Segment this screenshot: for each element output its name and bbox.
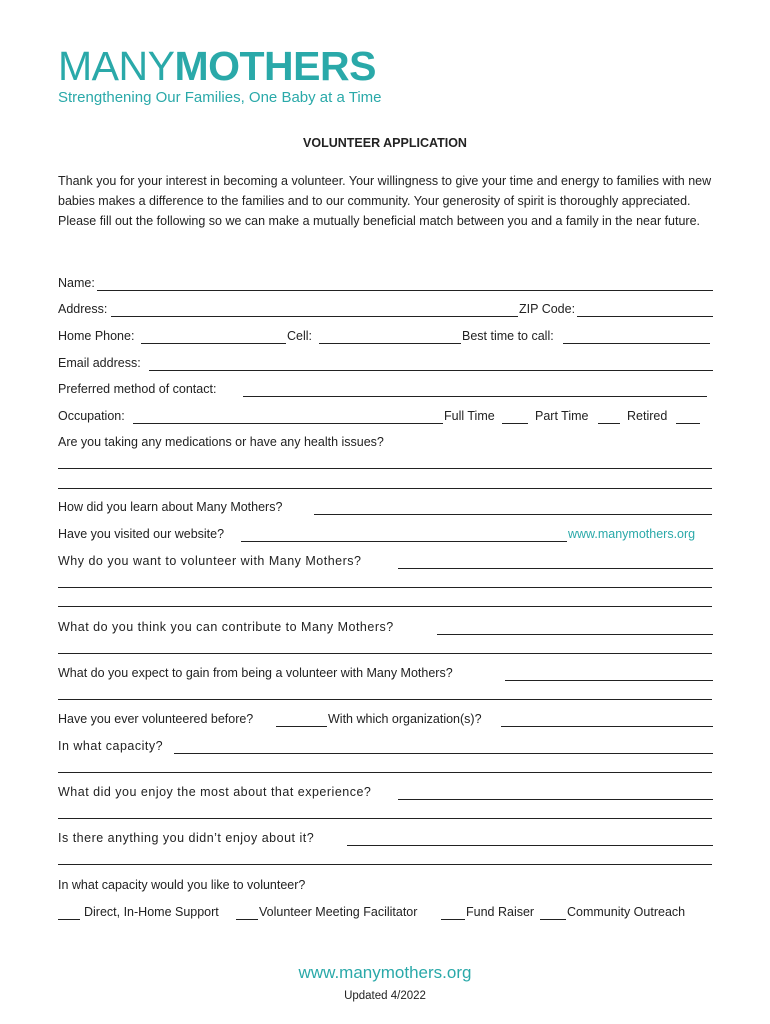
enjoy-most-line-2[interactable] <box>58 818 712 819</box>
footer-website-link[interactable]: www.manymothers.org <box>298 963 472 982</box>
address-label: Address: <box>58 302 108 316</box>
direct-option-label: Direct, In-Home Support <box>84 905 219 919</box>
didnt-enjoy-field[interactable] <box>347 845 713 846</box>
best-time-field[interactable] <box>563 343 710 344</box>
expect-gain-field[interactable] <box>505 680 713 681</box>
website-link[interactable]: www.manymothers.org <box>568 527 696 541</box>
part-time-blank[interactable] <box>598 423 620 424</box>
contribute-line-2[interactable] <box>58 653 712 654</box>
address-field[interactable] <box>111 316 518 317</box>
volunteered-before-field[interactable] <box>276 726 327 727</box>
logo-many: MANY <box>58 43 175 89</box>
part-time-label: Part Time <box>535 409 589 423</box>
why-volunteer-field[interactable] <box>398 568 713 569</box>
enjoy-most-label: What did you enjoy the most about that experience? <box>58 785 372 799</box>
contribute-label: What do you think you can contribute to Many Mothers? <box>58 620 394 634</box>
why-volunteer-label: Why do you want to volunteer with Many Mothers? <box>58 554 362 568</box>
facilitator-option-label: Volunteer Meeting Facilitator <box>259 905 418 919</box>
what-capacity-field[interactable] <box>174 753 713 754</box>
full-time-blank[interactable] <box>502 423 528 424</box>
name-field[interactable] <box>97 290 713 291</box>
learn-about-field[interactable] <box>314 514 712 515</box>
didnt-enjoy-label: Is there anything you didn’t enjoy about it? <box>58 831 315 845</box>
occupation-field[interactable] <box>133 423 443 424</box>
medications-label: Are you taking any medications or have any health issues? <box>58 435 384 449</box>
facilitator-blank[interactable] <box>236 919 258 920</box>
preferred-contact-field[interactable] <box>243 396 707 397</box>
cell-label: Cell: <box>287 329 313 343</box>
medications-line-2[interactable] <box>58 488 712 489</box>
logo-mothers: MOTHERS <box>174 43 376 89</box>
visited-website-field[interactable] <box>241 541 567 542</box>
best-time-label: Best time to call: <box>462 329 554 343</box>
occupation-label: Occupation: <box>58 409 125 423</box>
preferred-contact-label: Preferred method of contact: <box>58 382 217 396</box>
what-capacity-label: In what capacity? <box>58 739 164 753</box>
email-label: Email address: <box>58 356 141 370</box>
what-capacity-line-2[interactable] <box>58 772 712 773</box>
which-org-label: With which organization(s)? <box>328 712 482 726</box>
why-volunteer-line-2[interactable] <box>58 587 712 588</box>
footer-updated-date: Updated 4/2022 <box>344 990 426 1002</box>
retired-blank[interactable] <box>676 423 700 424</box>
contribute-field[interactable] <box>437 634 713 635</box>
which-org-field[interactable] <box>501 726 713 727</box>
zip-label: ZIP Code: <box>519 302 576 316</box>
learn-about-label: How did you learn about Many Mothers? <box>58 500 283 514</box>
volunteered-before-label: Have you ever volunteered before? <box>58 712 254 726</box>
cell-field[interactable] <box>319 343 461 344</box>
logo <box>58 43 376 89</box>
like-capacity-label: In what capacity would you like to volunteer? <box>58 878 306 892</box>
fund-raiser-option-label: Fund Raiser <box>466 905 535 919</box>
zip-field[interactable] <box>577 316 713 317</box>
retired-label: Retired <box>627 409 668 423</box>
expect-gain-line-2[interactable] <box>58 699 712 700</box>
full-time-label: Full Time <box>444 409 495 423</box>
enjoy-most-field[interactable] <box>398 799 713 800</box>
fund-raiser-blank[interactable] <box>441 919 465 920</box>
page-title: VOLUNTEER APPLICATION <box>303 136 467 150</box>
outreach-option-label: Community Outreach <box>567 905 686 919</box>
expect-gain-label: What do you expect to gain from being a volunteer with Many Mothers? <box>58 666 453 680</box>
home-phone-label: Home Phone: <box>58 329 135 343</box>
intro-paragraph: Thank you for your interest in becoming a volunteer. Your willingness to give your time and energy to families with new babies makes a difference to the families and to our community. Your generosity of spirit is thoroughly appreciated. Please fill out the following so we can make a mutually beneficial match between you and a family in the near future. <box>58 174 712 228</box>
tagline: Strengthening Our Families, One Baby at a Time <box>58 89 382 106</box>
medications-line-1[interactable] <box>58 468 712 469</box>
visited-website-label: Have you visited our website? <box>58 527 225 541</box>
why-volunteer-line-3[interactable] <box>58 606 712 607</box>
direct-blank[interactable] <box>58 919 80 920</box>
didnt-enjoy-line-2[interactable] <box>58 864 712 865</box>
name-label: Name: <box>58 276 95 290</box>
email-field[interactable] <box>149 370 713 371</box>
home-phone-field[interactable] <box>141 343 286 344</box>
outreach-blank[interactable] <box>540 919 566 920</box>
